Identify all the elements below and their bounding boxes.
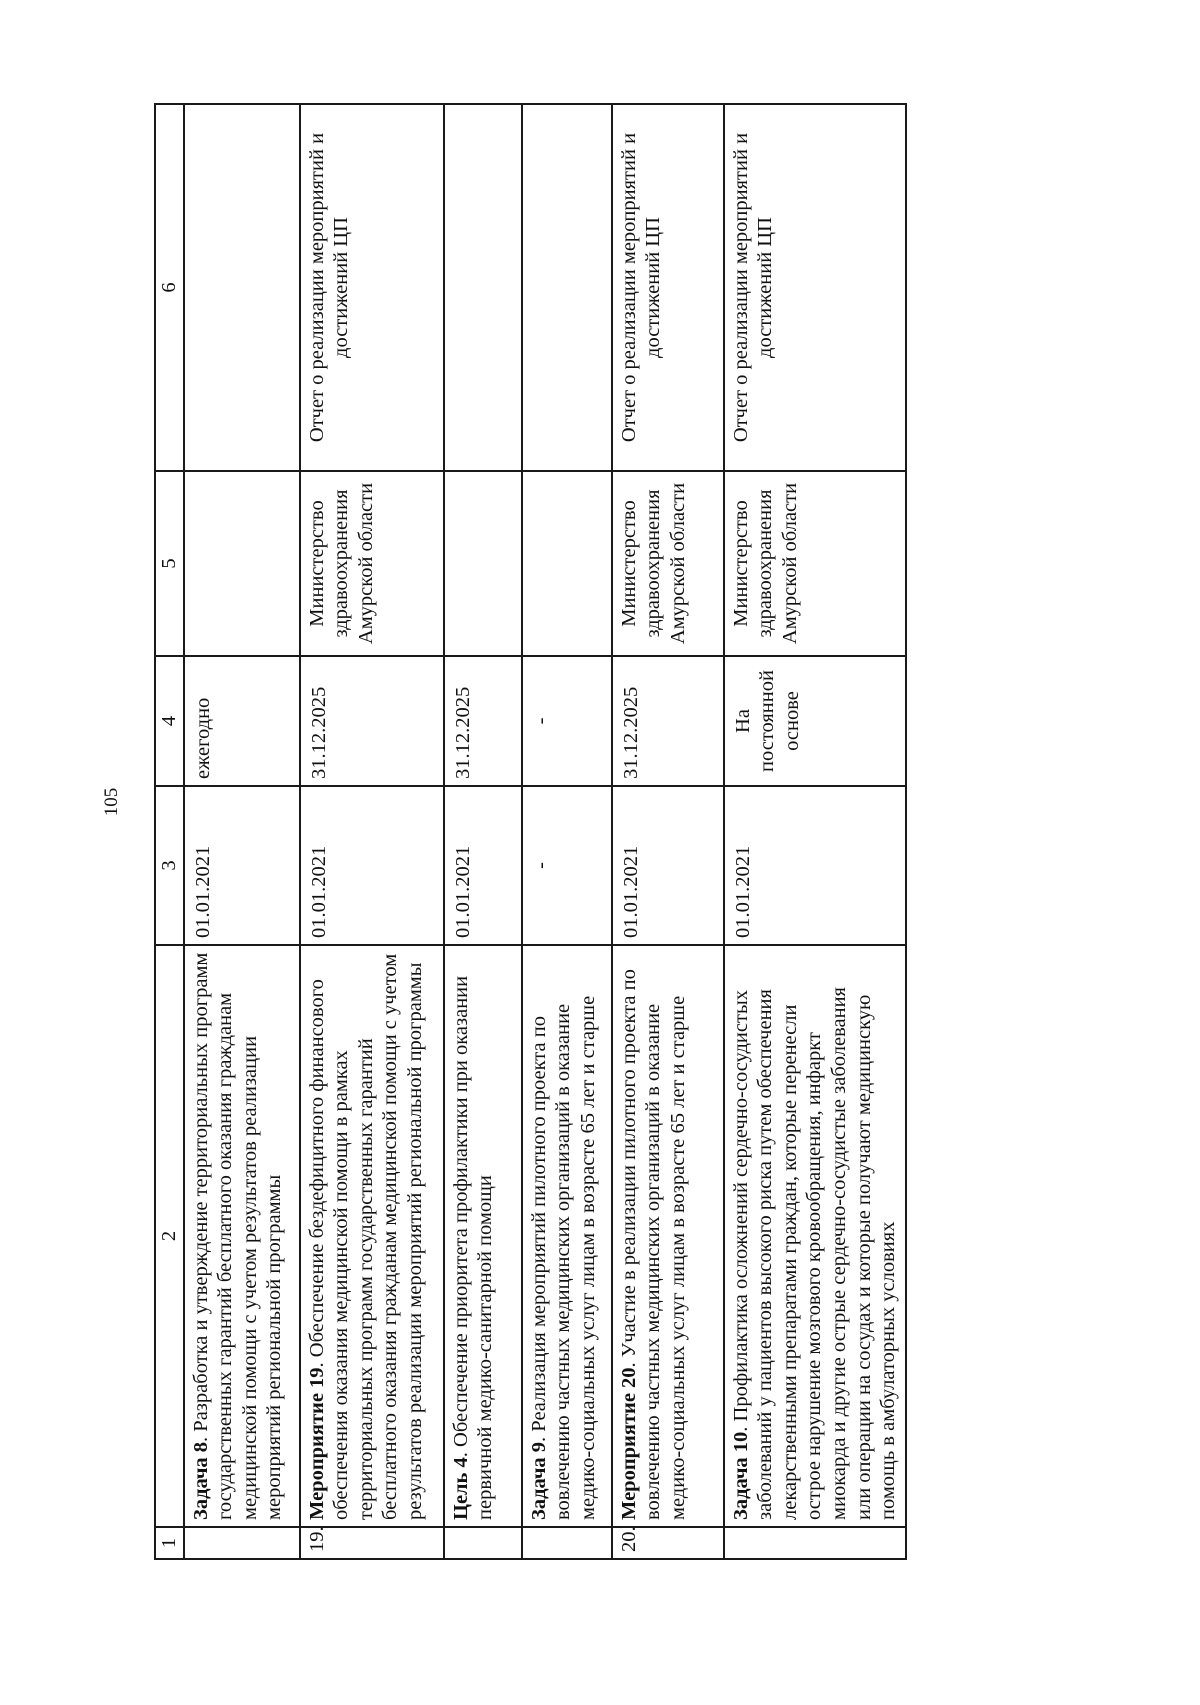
row-number [444,1527,522,1559]
table-row [300,104,444,1559]
row-description [612,945,724,1527]
executor: Министерство здравоохранения Амурской области [612,471,724,656]
table-row [184,104,300,1559]
end-date: 31.12.2025 [300,656,444,786]
row-label: Мероприятие 20 [617,1367,640,1520]
table-row [522,104,612,1559]
row-label: Мероприятие 19 [305,1367,328,1520]
end-date: 31.12.2025 [612,656,724,786]
row-text: Обеспечение бездефицитного финансового обеспечения оказания медицинской помощи в рамках территориальных программ государственных гарантий бесплатного оказания гражданам медицинской помощи с учетом результатов реализации мероприятий региональной программы [305,953,426,1520]
start-date: 01.01.2021 [300,786,444,945]
start-date: 01.01.2021 [612,786,724,945]
row-description [184,945,300,1527]
table-row [444,104,522,1559]
row-text: Реализация мероприятий пилотного проекта по вовлечению частных медицинских организаций в оказание медико-социальных услуг лицам в возрасте 65 лет и старше [527,995,599,1520]
label-separator: . [527,1431,550,1442]
result: Отчет о реализации мероприятий и достижений ЦП [612,104,724,471]
header-col-6: 6 [155,104,184,471]
row-description [522,945,612,1527]
result: Отчет о реализации мероприятий и достижений ЦП [300,104,444,471]
table-row [612,104,724,1559]
row-number: 20. [612,1527,724,1559]
start-date: 01.01.2021 [184,786,300,945]
label-separator: . [449,1446,472,1458]
row-label: Задача 8 [189,1441,212,1520]
executor [184,471,300,656]
row-text: Разработка и утверждение территориальных программ государственных гарантий бесплатного оказания гражданам медицинской помощи с учетом результатов реализации мероприятий региональной программы [189,952,286,1520]
end-date: На постоянной основе [724,656,906,786]
start-date: - [522,786,612,945]
page-number: 105 [101,787,122,817]
label-separator: . [189,1431,212,1442]
row-number [724,1527,906,1559]
executor: Министерство здравоохранения Амурской области [300,471,444,656]
executor [444,471,522,656]
executor: Министерство здравоохранения Амурской области [724,471,906,656]
result [522,104,612,471]
header-col-3: 3 [155,786,184,945]
label-separator: . [729,1421,752,1432]
header-col-4: 4 [155,656,184,786]
table-row [724,104,906,1559]
row-number: 19. [300,1527,444,1559]
start-date: 01.01.2021 [444,786,522,945]
measures-table [154,103,907,1560]
result [184,104,300,471]
executor [522,471,612,656]
result [444,104,522,471]
label-separator: . [305,1357,328,1368]
row-text: Участие в реализации пилотного проекта по вовлечению частных медицинских организаций в оказание медико-социальных услуг лицам в возрасте 65 лет и старше [617,969,689,1520]
rotated-table-container [154,105,942,1560]
row-text: Профилактика осложнений сердечно-сосудистых заболеваний у пациентов высокого риска путем обеспечения лекарственными препаратами граждан, которые перенесли острое нарушение мозгового кровообращения, инфаркт миокарда и другие острые сердечно-сосудистые заболевания или операции на сосудах и которые получают медицинскую помощь в амбулаторных условиях [729,987,900,1520]
row-label: Цель 4 [449,1457,472,1520]
header-col-1: 1 [155,1527,184,1559]
start-date: 01.01.2021 [724,786,906,945]
row-label: Задача 9 [527,1441,550,1520]
row-number [184,1527,300,1559]
result: Отчет о реализации мероприятий и достижений ЦП [724,104,906,471]
header-col-5: 5 [155,471,184,656]
row-description [724,945,906,1527]
end-date: ежегодно [184,656,300,786]
label-separator: . [617,1357,640,1368]
row-description [444,945,522,1527]
row-number [522,1527,612,1559]
end-date: - [522,656,612,786]
row-text: Обеспечение приоритета профилактики при оказании первичной медико-санитарной помощи [449,975,497,1520]
end-date: 31.12.2025 [444,656,522,786]
header-row [155,104,184,1559]
row-description [300,945,444,1527]
row-label: Задача 10 [729,1431,752,1520]
header-col-2: 2 [155,945,184,1527]
